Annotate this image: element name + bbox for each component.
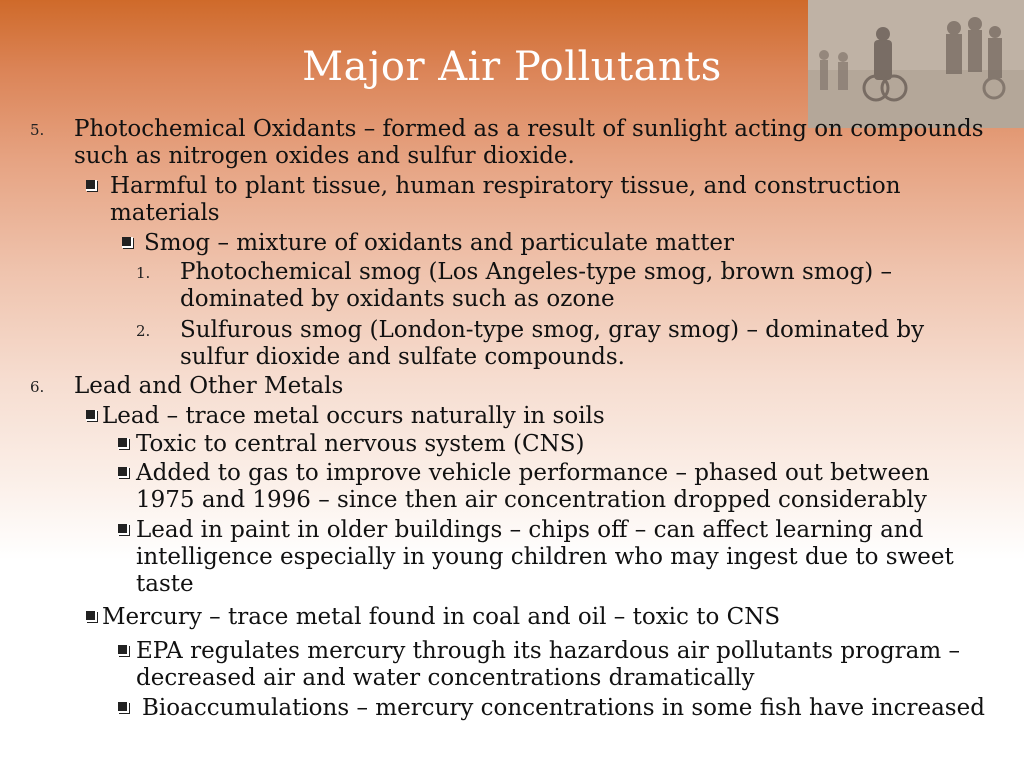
item-5-text-line2: such as nitrogen oxides and sulfur dioxide. <box>74 143 575 169</box>
epa-mercury-line1: EPA regulates mercury through its hazardous air pollutants program – <box>136 638 960 664</box>
photochemical-smog-line2: dominated by oxidants such as ozone <box>180 286 615 312</box>
item-6-text: Lead and Other Metals <box>74 373 344 399</box>
lead-toxic-text: Toxic to central nervous system (CNS) <box>136 431 585 457</box>
mercury-text: Mercury – trace metal found in coal and oil – toxic to CNS <box>102 604 781 630</box>
bioaccumulation-text: Bioaccumulations – mercury concentrations in some fish have increased <box>142 695 985 721</box>
square-bullet-icon <box>118 524 129 535</box>
square-bullet-icon <box>86 611 97 622</box>
sulfurous-smog-line2: sulfur dioxide and sulfate compounds. <box>180 344 625 370</box>
square-bullet-icon <box>118 467 129 478</box>
smog-definition-text: Smog – mixture of oxidants and particulate matter <box>144 230 734 256</box>
harmful-text-line1: Harmful to plant tissue, human respiratory tissue, and construction <box>110 173 901 199</box>
item-number-5: 5. <box>30 121 45 139</box>
photochemical-smog-line1: Photochemical smog (Los Angeles-type smog, brown smog) – <box>180 259 892 285</box>
harmful-text-line2: materials <box>110 200 220 226</box>
lead-gas-line2: 1975 and 1996 – since then air concentration dropped considerably <box>136 487 927 513</box>
square-bullet-icon <box>122 237 133 248</box>
epa-mercury-line2: decreased air and water concentrations dramatically <box>136 665 755 691</box>
item-number-6: 6. <box>30 378 45 396</box>
lead-text: Lead – trace metal occurs naturally in soils <box>102 403 605 429</box>
sulfurous-smog-line1: Sulfurous smog (London-type smog, gray smog) – dominated by <box>180 317 925 343</box>
lead-paint-line3: taste <box>136 571 194 597</box>
item-5-text-line1: Photochemical Oxidants – formed as a result of sunlight acting on compounds <box>74 116 984 142</box>
square-bullet-icon <box>118 645 129 656</box>
square-bullet-icon <box>86 410 97 421</box>
square-bullet-icon <box>118 438 129 449</box>
lead-paint-line1: Lead in paint in older buildings – chips off – can affect learning and <box>136 517 924 543</box>
square-bullet-icon <box>86 180 97 191</box>
smog-number-2: 2. <box>136 322 151 340</box>
smog-number-1: 1. <box>136 264 151 282</box>
lead-gas-line1: Added to gas to improve vehicle performance – phased out between <box>136 460 930 486</box>
square-bullet-icon <box>118 702 129 713</box>
slide-title: Major Air Pollutants <box>302 44 722 90</box>
lead-paint-line2: intelligence especially in young children who may ingest due to sweet <box>136 544 954 570</box>
